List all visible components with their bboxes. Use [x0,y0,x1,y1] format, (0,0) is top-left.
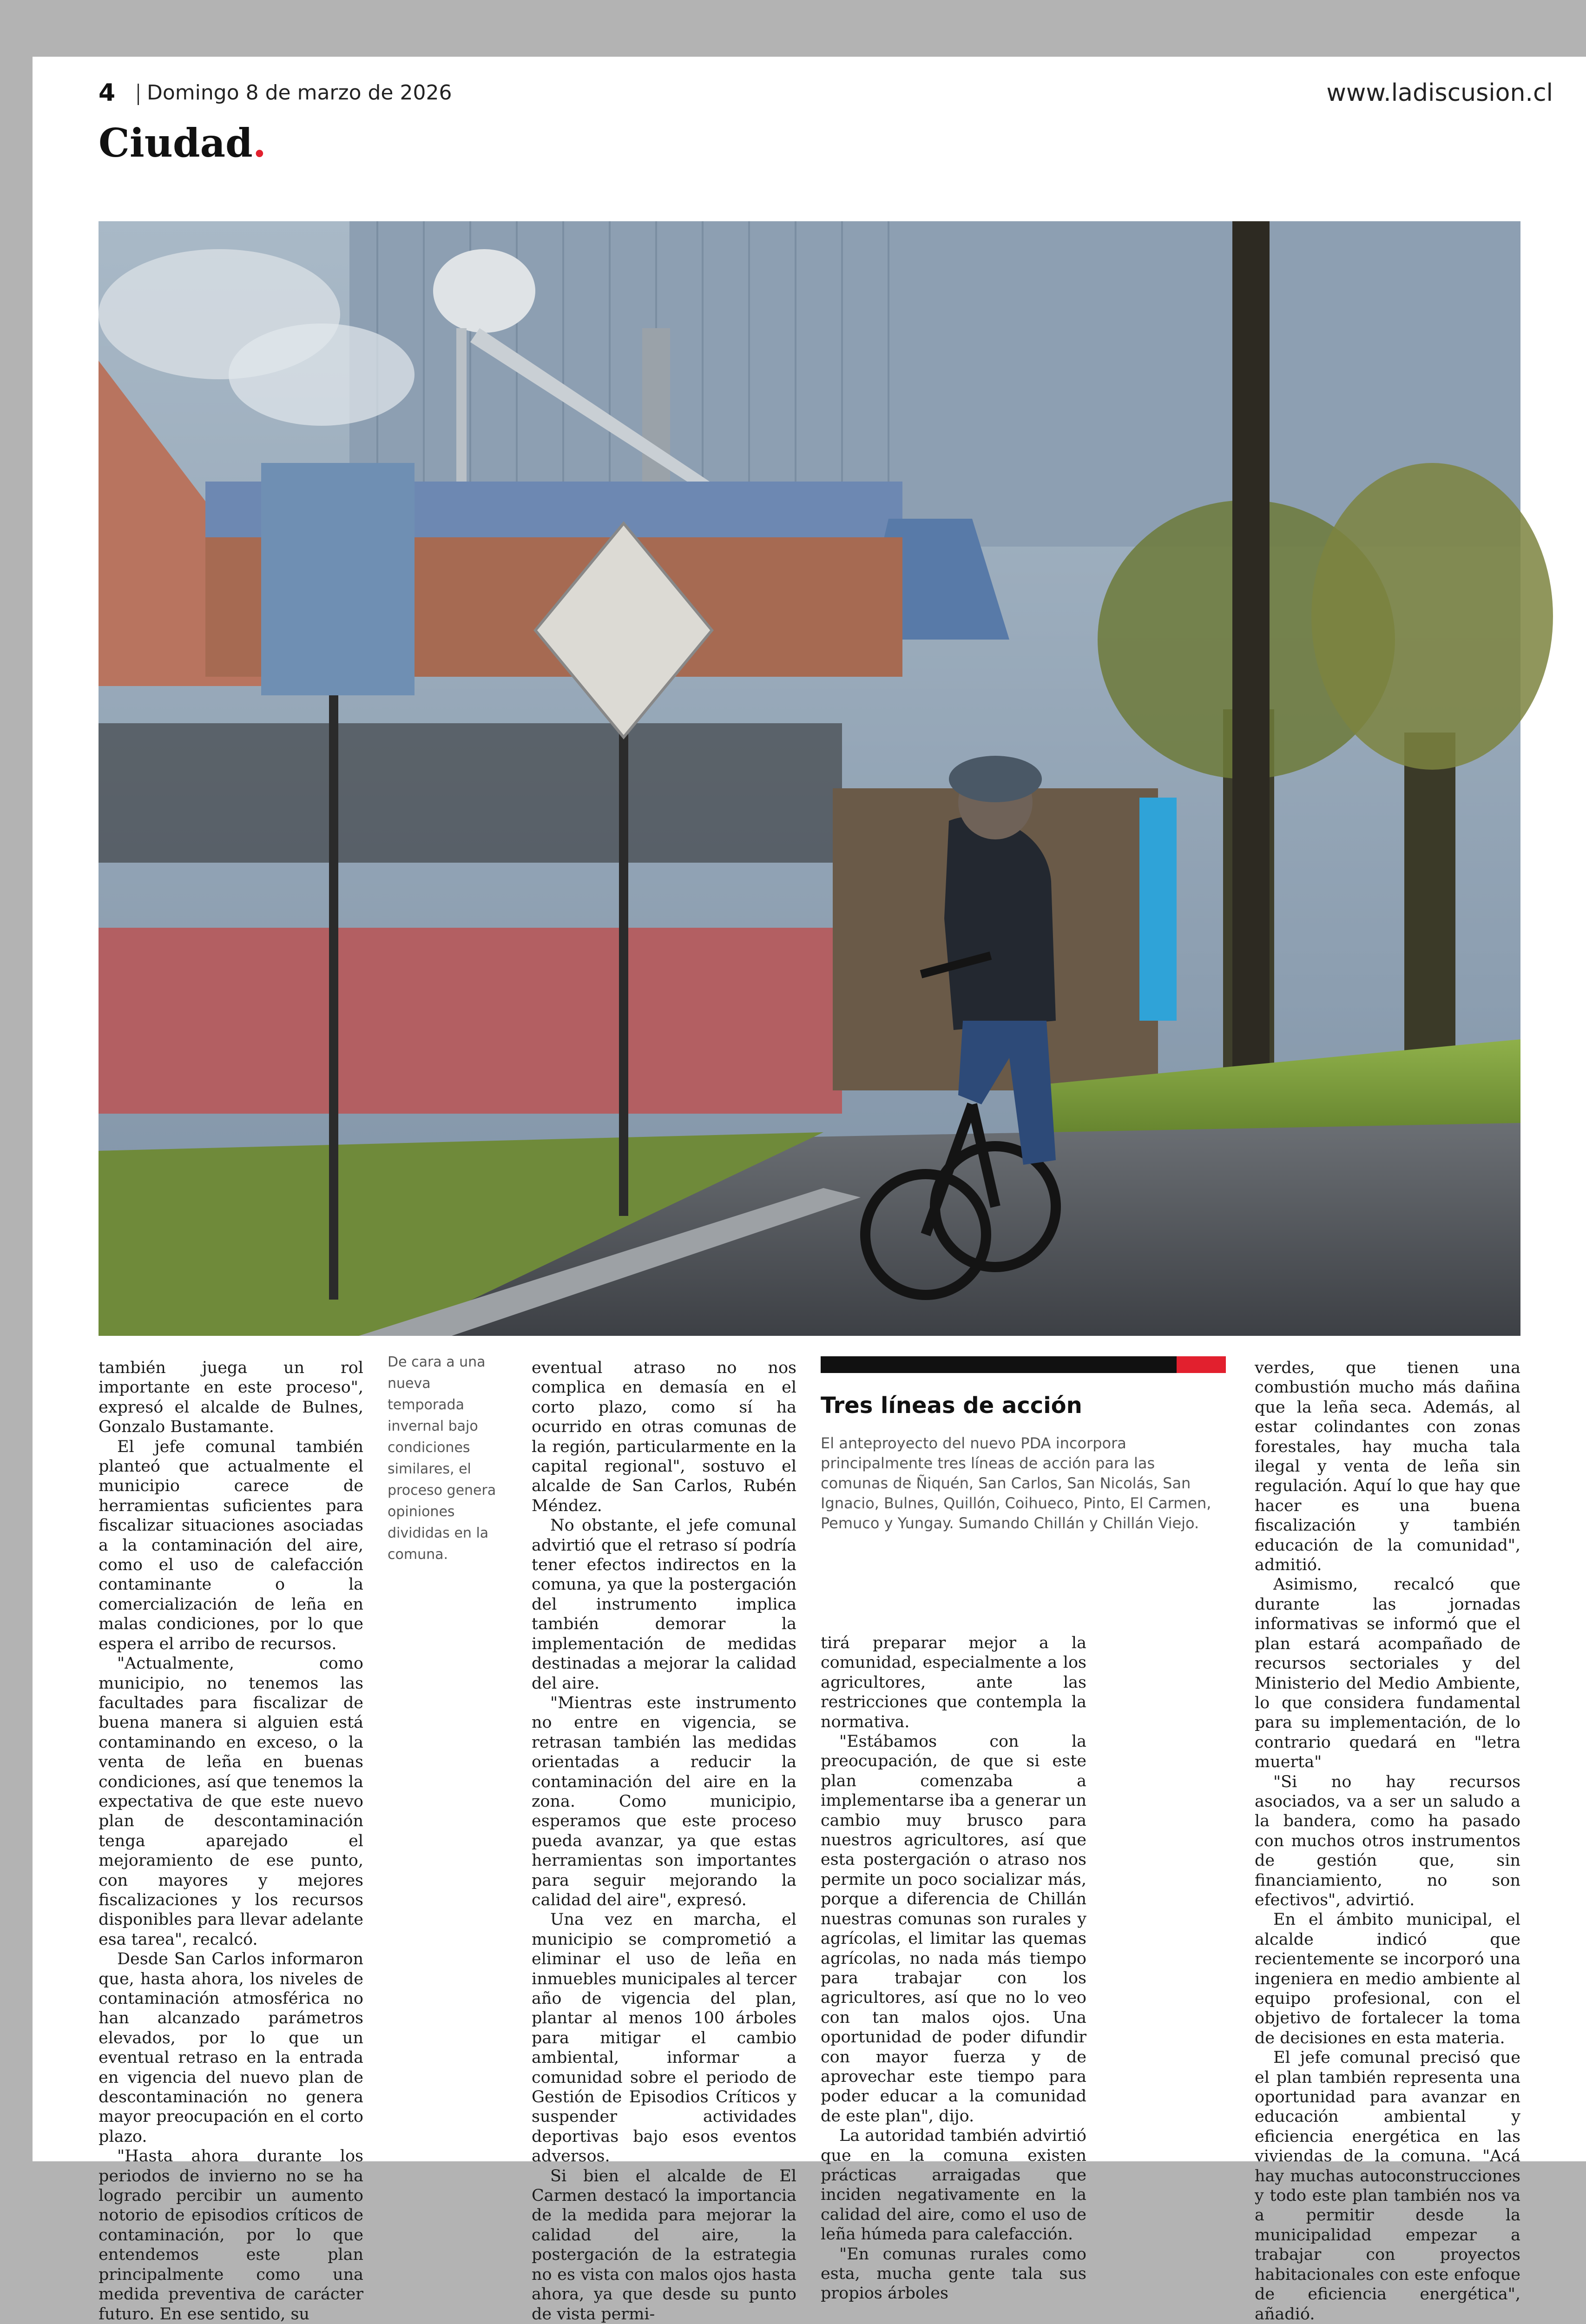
info-box-title: Tres líneas de acción [821,1393,1082,1419]
paragraph: No obstante, el jefe comunal advirtió que el retraso sí podría tener efectos indirectos en la comuna, ya que la postergación del instrumento implica también demorar la implementación de medidas destinadas a mejorar la calidad del aire. [532,1516,796,1693]
paragraph: Una vez en marcha, el municipio se comprometió a eliminar el uso de leña en inmuebles municipales al tercer año de vigencia del plan, plantar al menos 100 árboles para mitigar el cambio ambiental, informar a comunidad sobre el periodo de Gestión de Episodios Críticos y suspender actividades deportivas bajo esos eventos adversos. [532,1910,796,2166]
info-box-text: El anteproyecto del nuevo PDA incorpora principalmente tres líneas de acción para las comunas de Ñiquén, San Carlos, San Nicolás, San Ignacio, Bulnes, Quillón, Coihueco, Pinto, El Carmen, Pemuco y Yungay. Sumando Chillán y Chillán Viejo. [821,1434,1211,1532]
issue-date: Domingo 8 de marzo de 2026 [147,81,452,105]
section-title [99,120,266,166]
paragraph: "En comunas rurales como esta, mucha gente tala sus propios árboles [821,2245,1086,2303]
paragraph: también juega un rol importante en este proceso", expresó el alcalde de Bulnes, Gonzalo Bustamante. [99,1359,363,1437]
paragraph: Si bien el alcalde de El Carmen destacó la importancia de la medida para mejorar la calidad del aire, la postergación de la estrategia no es vista con malos ojos hasta ahora, ya que desde su punto de vista permi- [532,2166,796,2324]
page-number: 4 [99,79,116,107]
paragraph: eventual atraso no nos complica en demasía en el corto plazo, como sí ha ocurrido en otras comunas de la región, particularmente en la capital regional", sostuvo el alcalde de San Carlos, Rubén Méndez. [532,1359,796,1515]
cyclist-street-photo [99,221,1520,1336]
paragraph: "Estábamos con la preocupación, de que si este plan comenzaba a implementarse iba a generar un cambio muy brusco para nuestros agricultores, así que esta postergación o atraso nos permite un poco socializar más, porque a diferencia de Chillán nuestras comunas son rurales y agrícolas, el limitar las quemas agrícolas, no nada más tiempo para trabajar con los agricultores, así que no lo veo con tan malos ojos. Una oportunidad de poder difundir con mayor fuerza y de aprovechar este tiempo para poder educar a la comunidad de este plan", dijo. [821,1732,1086,2126]
info-box [821,1356,1226,1533]
pull-quote: De cara a una nueva temporada invernal bajo condiciones similares, el proceso genera opiniones divididas en la comuna. [388,1354,496,1563]
newspaper-page [33,57,1586,2324]
paragraph: El jefe comunal también planteó que actualmente el municipio carece de herramientas suficientes para fiscalizar situaciones asociadas a la contaminación del aire, como el uso de calefacción contaminante o la comercialización de leña en malas condiciones, por lo que espera el arribo de recursos. [99,1437,363,1653]
paragraph: Asimismo, recalcó que durante las jornadas informativas se informó que el plan estará acompañado de recursos sectoriales y del Ministerio del Medio Ambiente, lo que considera fundamental para su implementación, de lo contrario quedará en "letra muerta" [1255,1575,1520,1772]
paragraph: "Hasta ahora durante los periodos de invierno no se ha logrado percibir un aumento notorio de episodios críticos de contaminación, por lo que entendemos este plan principalmente como una medida preventiva de carácter futuro. En ese sentido, su [99,2147,363,2324]
article-column-4 [1255,1358,1520,2324]
info-box-accent [1177,1356,1226,1373]
paragraph: "Mientras este instrumento no entre en vigencia, se retrasan también las medidas orientadas a reducir la contaminación del aire en la zona. Como municipio, esperamos que este proceso pueda avanzar, ya que estas herramientas son importantes para seguir mejorando la calidad del aire", expresó. [532,1693,796,1909]
page-header [99,79,1553,116]
paragraph: El jefe comunal precisó que el plan también representa una oportunidad para avanzar en educación ambiental y eficiencia energética en las viviendas de la comuna. "Acá hay muchas autoconstrucciones y todo este plan también nos va a permitir desde la municipalidad empezar a trabajar con proyectos habitacionales con este enfoque de eficiencia energética", añadió. [1255,2048,1520,2324]
paragraph: La autoridad también advirtió que en la comuna existen prácticas arraigadas que inciden negativamente en la calidad del aire, como el uso de leña húmeda para calefacción. [821,2126,1086,2244]
section-dot: . [252,120,266,166]
paragraph: verdes, que tienen una combustión mucho más dañina que la leña seca. Además, al estar colindantes con zonas forestales, hay mucha tala ilegal y venta de leña sin regulación. Aquí lo que hay que hacer es una buena fiscalización y también educación de la comunidad", admitió. [1255,1359,1520,1575]
article-column-2 [532,1358,796,2324]
section-name: Ciudad [99,120,253,166]
article-photo [99,221,1520,1336]
paragraph: "Actualmente, como municipio, no tenemos las facultades para fiscalizar de buena manera si alguien está contaminando en exceso, o la venta de leña en buenas condiciones, así que tenemos la expectativa de que este nuevo plan de descontaminación tenga aparejado el mejoramiento de ese punto, con mayores y mejores fiscalizaciones y los recursos disponibles para llevar adelante esa tarea", recalcó. [99,1654,363,1949]
paragraph: Desde San Carlos informaron que, hasta ahora, los niveles de contaminación atmosférica no han alcanzado parámetros elevados, por lo que un eventual retraso en la entrada en vigencia del nuevo plan de descontaminación no genera mayor preocupación en el corto plazo. [99,1950,363,2146]
header-divider [138,84,139,105]
paragraph: En el ámbito municipal, el alcalde indicó que recientemente se incorporó una ingeniera en medio ambiente al equipo profesional, con el objetivo de fortalecer la toma de decisiones en esta materia. [1255,1910,1520,2047]
info-box-bar [821,1356,1226,1373]
website-link[interactable]: www.ladiscusion.cl [1326,79,1553,107]
article-column-1 [99,1358,363,2324]
article-column-3 [821,1633,1086,2304]
paragraph: "Si no hay recursos asociados, va a ser un saludo a la bandera, como ha pasado con muchos otros instrumentos de gestión que, sin financiamiento, no son efectivos", advirtió. [1255,1772,1520,1909]
paragraph: tirá preparar mejor a la comunidad, especialmente a los agricultores, ante las restricciones que contempla la normativa. [821,1634,1086,1731]
